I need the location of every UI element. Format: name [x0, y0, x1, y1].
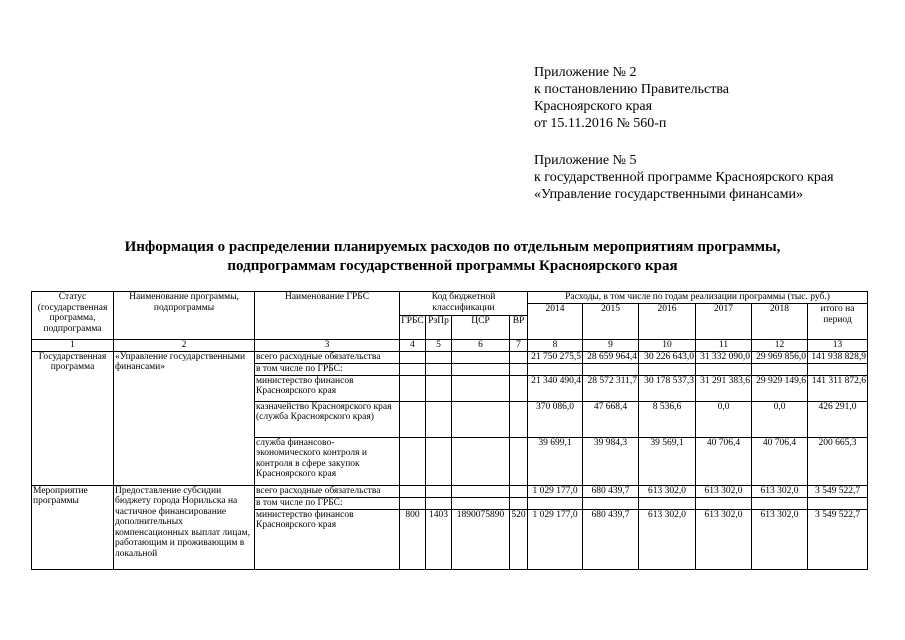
- code-vr: 520: [510, 509, 528, 569]
- code-cell: [400, 497, 426, 509]
- value-cell: [639, 363, 696, 375]
- value-cell: 1 029 177,0: [528, 485, 583, 497]
- row-grbs-name: министерство финансов Красноярского края: [255, 509, 400, 569]
- row-grbs-name: казначейство Красноярского края (служба Красноярского края): [255, 401, 400, 437]
- value-cell: 0,0: [696, 401, 752, 437]
- value-cell: [528, 363, 583, 375]
- code-cell: [400, 351, 426, 363]
- value-cell: 613 302,0: [639, 485, 696, 497]
- col-number: 12: [752, 340, 808, 352]
- row-grbs-name: министерство финансов Красноярского края: [255, 375, 400, 401]
- value-cell: 613 302,0: [696, 485, 752, 497]
- value-cell: 3 549 522,7: [808, 485, 868, 497]
- code-cell: [452, 497, 510, 509]
- value-cell: 21 340 490,4: [528, 375, 583, 401]
- appendix-5-block: [534, 152, 834, 203]
- value-cell: 40 706,4: [696, 437, 752, 485]
- col-number: 1: [32, 340, 114, 352]
- row-grbs-name: служба финансово-экономического контроля и контроля в сфере закупок Красноярского края: [255, 437, 400, 485]
- col-number: 4: [400, 340, 426, 352]
- col-number: 6: [452, 340, 510, 352]
- value-cell: [752, 363, 808, 375]
- value-cell: 31 332 090,0: [696, 351, 752, 363]
- header-code-group: Код бюджетной классификации: [400, 292, 528, 316]
- value-cell: [808, 497, 868, 509]
- header-total: итого на период: [808, 304, 868, 340]
- column-numbers-row: [32, 340, 868, 352]
- col-number: 5: [426, 340, 452, 352]
- col-number: 7: [510, 340, 528, 352]
- value-cell: 28 659 964,4: [583, 351, 639, 363]
- value-cell: 8 536,6: [639, 401, 696, 437]
- row-program-name: «Управление государственными финансами»: [114, 351, 255, 485]
- row-grbs-name: всего расходные обязательства: [255, 351, 400, 363]
- col-number: 3: [255, 340, 400, 352]
- code-cell: [452, 401, 510, 437]
- header-program-name: Наименование программы, подпрограммы: [114, 292, 255, 340]
- row-grbs-name: в том числе по ГРБС:: [255, 363, 400, 375]
- value-cell: [583, 363, 639, 375]
- value-cell: 680 439,7: [583, 509, 639, 569]
- code-cell: [400, 437, 426, 485]
- code-cell: [426, 485, 452, 497]
- code-cell: [510, 401, 528, 437]
- header-status: Статус (государственная программа, подпрограмма: [32, 292, 114, 340]
- appendix-5-line: «Управление государственными финансами»: [534, 187, 803, 202]
- header-year: 2015: [583, 304, 639, 340]
- expenses-table: [31, 291, 868, 570]
- code-cell: [452, 437, 510, 485]
- code-rzpr: 1403: [426, 509, 452, 569]
- code-cell: [426, 497, 452, 509]
- document-title: [0, 238, 905, 276]
- code-cell: [426, 437, 452, 485]
- value-cell: [808, 363, 868, 375]
- value-cell: 0,0: [752, 401, 808, 437]
- appendix-2-line: к постановлению Правительства: [534, 82, 730, 97]
- code-csr: 1890075890: [452, 509, 510, 569]
- row-program-name: Предоставление субсидии бюджету города Норильска на частичное финансирование дополнительных компенсационных выплат лицам, работающим и проживающим в локальной: [114, 485, 255, 569]
- code-cell: [510, 375, 528, 401]
- appendix-2-line: Приложение № 2: [534, 65, 637, 80]
- value-cell: [528, 497, 583, 509]
- value-cell: [696, 363, 752, 375]
- value-cell: 370 086,0: [528, 401, 583, 437]
- header-year: 2016: [639, 304, 696, 340]
- code-cell: [510, 363, 528, 375]
- code-cell: [510, 351, 528, 363]
- header-year: 2017: [696, 304, 752, 340]
- header-csr: ЦСР: [452, 316, 510, 340]
- value-cell: 28 572 311,7: [583, 375, 639, 401]
- row-status: Мероприятие программы: [32, 485, 114, 569]
- value-cell: 39 699,1: [528, 437, 583, 485]
- col-number: 9: [583, 340, 639, 352]
- code-cell: [452, 363, 510, 375]
- value-cell: 200 665,3: [808, 437, 868, 485]
- value-cell: 40 706,4: [752, 437, 808, 485]
- title-line-1: Информация о распределении планируемых расходов по отдельным мероприятиям программы,: [124, 239, 781, 255]
- code-cell: [400, 401, 426, 437]
- code-cell: [452, 351, 510, 363]
- code-cell: [400, 485, 426, 497]
- code-cell: [452, 375, 510, 401]
- value-cell: 426 291,0: [808, 401, 868, 437]
- col-number: 10: [639, 340, 696, 352]
- header-rzpr: РзПр: [426, 316, 452, 340]
- value-cell: 47 668,4: [583, 401, 639, 437]
- code-grbs: 800: [400, 509, 426, 569]
- value-cell: [752, 497, 808, 509]
- value-cell: 39 984,3: [583, 437, 639, 485]
- code-cell: [400, 363, 426, 375]
- code-cell: [400, 375, 426, 401]
- row-grbs-name: всего расходные обязательства: [255, 485, 400, 497]
- value-cell: 21 750 275,5: [528, 351, 583, 363]
- value-cell: 29 929 149,6: [752, 375, 808, 401]
- value-cell: 613 302,0: [639, 509, 696, 569]
- value-cell: 29 969 856,0: [752, 351, 808, 363]
- appendix-2-block: [534, 64, 729, 132]
- header-vr: ВР: [510, 316, 528, 340]
- table-row: [32, 351, 868, 363]
- appendix-2-line: Красноярского края: [534, 99, 653, 114]
- value-cell: 3 549 522,7: [808, 509, 868, 569]
- header-grbs-name: Наименование ГРБС: [255, 292, 400, 340]
- value-cell: 30 178 537,3: [639, 375, 696, 401]
- value-cell: 141 311 872,6: [808, 375, 868, 401]
- header-year: 2018: [752, 304, 808, 340]
- col-number: 8: [528, 340, 583, 352]
- value-cell: [639, 497, 696, 509]
- col-number: 2: [114, 340, 255, 352]
- value-cell: 680 439,7: [583, 485, 639, 497]
- table-row: [32, 485, 868, 497]
- value-cell: 613 302,0: [696, 509, 752, 569]
- row-status: Государственная программа: [32, 351, 114, 485]
- code-cell: [510, 437, 528, 485]
- header-expenses-group: Расходы, в том числе по годам реализации программы (тыс. руб.): [528, 292, 868, 304]
- value-cell: 31 291 383,6: [696, 375, 752, 401]
- appendix-5-line: Приложение № 5: [534, 153, 637, 168]
- value-cell: 613 302,0: [752, 509, 808, 569]
- header-grbs: ГРБС: [400, 316, 426, 340]
- title-line-2: подпрограммам государственной программы Красноярского края: [227, 258, 678, 274]
- value-cell: [583, 497, 639, 509]
- header-year: 2014: [528, 304, 583, 340]
- value-cell: 1 029 177,0: [528, 509, 583, 569]
- code-cell: [426, 351, 452, 363]
- appendix-5-line: к государственной программе Красноярского края: [534, 170, 834, 185]
- value-cell: 30 226 643,0: [639, 351, 696, 363]
- appendix-2-line: от 15.11.2016 № 560-п: [534, 116, 667, 131]
- code-cell: [426, 363, 452, 375]
- col-number: 11: [696, 340, 752, 352]
- value-cell: 39 569,1: [639, 437, 696, 485]
- code-cell: [510, 485, 528, 497]
- code-cell: [452, 485, 510, 497]
- code-cell: [426, 401, 452, 437]
- col-number: 13: [808, 340, 868, 352]
- value-cell: [696, 497, 752, 509]
- code-cell: [510, 497, 528, 509]
- value-cell: 141 938 828,9: [808, 351, 868, 363]
- code-cell: [426, 375, 452, 401]
- value-cell: 613 302,0: [752, 485, 808, 497]
- row-grbs-name: в том числе по ГРБС:: [255, 497, 400, 509]
